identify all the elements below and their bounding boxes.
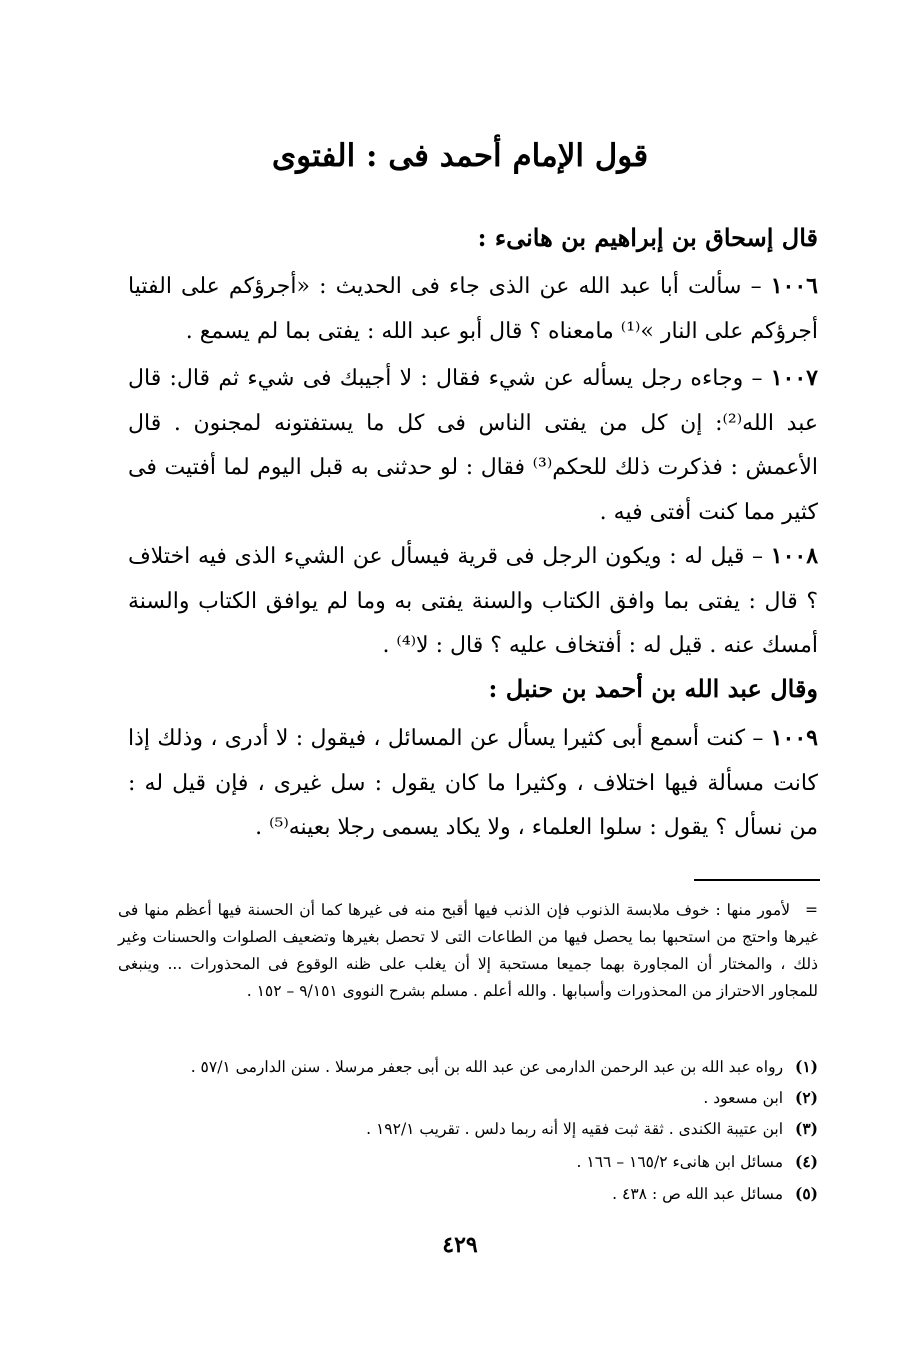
footnote-1 [118,1053,818,1081]
footnote-divider [694,879,820,881]
entry-1009 [128,716,818,851]
footnote-number: (٥) [794,1184,818,1203]
footnote-number: (٣) [794,1119,818,1138]
entry-number: ١٠٠٩ [770,725,818,751]
section-heading-abdullah: وقال عبد الله بن أحمد بن حنبل : [488,674,818,703]
footnote-5 [118,1180,818,1208]
section-heading-ishaq: قال إسحاق بن إبراهيم بن هانىء : [477,223,818,252]
footnote-text: ابن عتيبة الكندى . ثقة ثبت فقيه إلا أنه ربما دلس . تقريب ١٩٢/١ . [366,1120,784,1138]
footnote-2 [118,1084,818,1112]
entry-number: ١٠٠٨ [770,543,819,569]
footnote-3 [118,1115,818,1143]
footnote-text: مسائل عبد الله ص : ٤٣٨ . [612,1185,784,1203]
footnote-text: رواه عبد الله بن عبد الرحمن الدارمى عن عبد الله بن أبى جعفر مرسلا . سنن الدارمى ٥٧/١ . [190,1058,784,1076]
footnote-continuation-text: لأمور منها : خوف ملابسة الذنوب فإن الذنب فيها أقبح منه فى غيرها كما أن الحسنة فيها أعظم منها فى غيرها واحتج من استحبها بما يحصل فيها من الطاعات التى لا تحصل بغيرها وتضعيف الصلوات والحسنات وغير ذلك ، والمختار أن المجاورة بهما جميعا مستحبة إلا أن يغلب على ظنه الوقوع فى المحذورات ... وينبغى للمجاور الاحتراز من المحذورات وأسبابها . والله أعلم . مسلم بشرح النووى ٩/١٥١ – ١٥٢ . [118,901,818,1000]
entry-1007 [128,356,818,535]
entry-1008 [128,534,818,669]
entry-text: – كنت أسمع أبى كثيرا يسأل عن المسائل ، فيقول : لا أدرى ، وذلك إذا كانت مسألة فيها اختلاف ، وكثيرا ما كان يقول : سل غيرى ، فإن قيل له : من نسأل ؟ يقول : سلوا العلماء ، ولا يكاد يسمى رجلا بعينه⁽⁵⁾ . [128,726,818,840]
footnote-4 [118,1148,818,1176]
entry-number: ١٠٠٦ [770,273,818,299]
footnote-number: (١) [794,1057,818,1076]
footnote-number: (٢) [794,1088,818,1107]
entry-number: ١٠٠٧ [770,365,818,391]
footnote-continuation [118,897,818,1005]
entry-text: – قيل له : ويكون الرجل فى قرية فيسأل عن الشيء الذى فيه اختلاف ؟ قال : يفتى بما وافق الكتاب والسنة يفتى به وما لم يوافق الكتاب والسنة أمسك عنه . قيل له : أفتخاف عليه ؟ قال : لا⁽⁴⁾ . [128,544,818,658]
continuation-mark: = [805,901,818,919]
page-title: قول الإمام أحمد فى : الفتوى [271,138,649,174]
footnote-number: (٤) [794,1152,818,1171]
footnote-text: ابن مسعود . [703,1089,784,1107]
footnote-text: مسائل ابن هانىء ١٦٥/٢ – ١٦٦ . [576,1153,784,1171]
page-number: ٤٢٩ [442,1232,478,1258]
entry-text: – سألت أبا عبد الله عن الذى جاء فى الحديث : «أجرؤكم على الفتيا أجرؤكم على النار »⁽¹⁾ مامعناه ؟ قال أبو عبد الله : يفتى بما لم يسمع . [128,274,818,344]
entry-1006 [128,264,818,354]
entry-text: – وجاءه رجل يسأله عن شيء فقال : لا أجيبك فى شيء ثم قال: قال عبد الله⁽²⁾: إن كل من يفتى الناس فى كل ما يستفتونه لمجنون . قال الأعمش : فذكرت ذلك للحكم⁽³⁾ فقال : لو حدثنى به قبل اليوم لما أفتيت فى كثير مما كنت أفتى فيه . [128,366,818,525]
